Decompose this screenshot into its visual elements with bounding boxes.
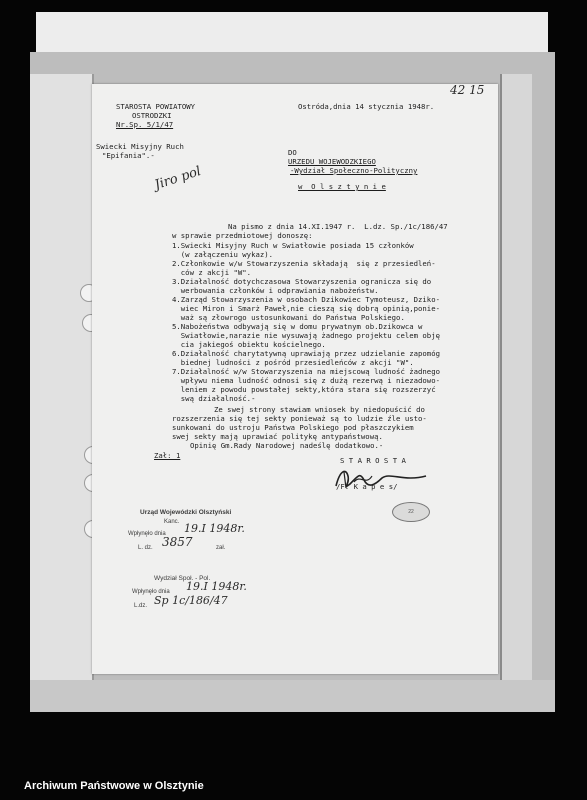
stamp1-received-date: 19.I 1948r.: [184, 522, 245, 535]
body-item-line: (w załączeniu wykaz).: [172, 250, 274, 259]
addressee-line-2: -Wydział Społeczno-Polityczny: [290, 166, 418, 175]
body-item-line: ców z akcji "W".: [172, 268, 252, 277]
body-intro-1: Na pismo z dnia 14.XI.1947 r. L.dz. Sp./1c/186/47: [228, 222, 448, 231]
document-sheet: [92, 84, 498, 674]
office-line-1: STAROSTA POWIATOWY: [116, 102, 196, 111]
body-item-line: cia jakiegoś obiektu kościelnego.: [172, 340, 326, 349]
stamp1-received-label: Wpłynęło dnia: [128, 531, 166, 537]
addressee-do: DO: [288, 148, 297, 157]
binder-bottom-edge: [30, 680, 555, 712]
subject-line-2: "Epifania".-: [102, 151, 155, 160]
body-item-line: wpływu niema ludność odnosi się z dużą rezerwą i niezadowo-: [172, 376, 440, 385]
body-item-line: 5.Nabożeństwa odbywają się w domu prywatnym ob.Dzikowca w: [172, 322, 423, 331]
stamp2-department: Wydział Społ. - Pol.: [154, 575, 211, 582]
stamp2-received-date: 19.I 1948r.: [186, 580, 247, 593]
archive-footer: [0, 772, 587, 800]
body-item-line: 1.Swiecki Misyjny Ruch w Swiatłowie posiada 15 członków: [172, 241, 414, 250]
stamp1-office: Urząd Wojewódzki Olsztyński: [140, 509, 232, 516]
top-page-strip: [36, 12, 548, 52]
enclosure-note: Zał: 1: [154, 451, 181, 460]
subject-line-1: Swiecki Misyjny Ruch: [96, 142, 184, 151]
body-item-line: werbowania członków i odprawiania nabożeństw.: [172, 286, 379, 295]
body-item-line: leniem z powodu powstałej sekty,która stara się rozszerzyć: [172, 385, 436, 394]
stamp2-ldz-label: L.dz.: [134, 603, 148, 609]
archive-name: Archiwum Państwowe w Olsztynie: [24, 780, 204, 792]
stamp1-ldz-value: 3857: [162, 535, 193, 549]
office-line-2: OSTRODZKI: [132, 111, 172, 120]
stamp1-kanc: Kanc.: [164, 519, 180, 525]
body-item-line: waż są złowrogo ustosunkowani do Państwa Polskiego.: [172, 313, 405, 322]
folio-number: 42 15: [450, 84, 485, 97]
body-item-line: 4.Zarząd Stowarzyszenia w osobach Dzikowiec Tymoteusz, Dziko-: [172, 295, 440, 304]
addressee-line-1: URZEDU WOJEWODZKIEGO: [288, 157, 376, 166]
addressee-line-3: w O l s z t y n i e: [298, 182, 386, 191]
signature-title: S T A R O S T A: [340, 456, 406, 465]
stamp2-received-label: Wpłynęło dnia: [132, 589, 170, 595]
body-item-line: 7.Działalność w/w Stowarzyszenia na miejscową ludność żadnego: [172, 367, 440, 376]
stamp2-ldz-value: Sp 1c/186/47: [154, 594, 228, 607]
binder-right-edge: [500, 74, 532, 694]
body-item-line: Swiatłowie,narazie nie wysuwają żadnego projektu celem obję: [172, 331, 440, 340]
body-item-line: 2.Członkowie w/w Stowarzyszenia składają się z przesiedleń-: [172, 259, 436, 268]
seal-text: 22: [408, 509, 414, 515]
body-item-line: 3.Działalność dotychczasowa Stowarzyszenia ogranicza się do: [172, 277, 432, 286]
stamp1-zal-label: zał.: [216, 545, 226, 551]
body-item-line: biednej ludności z pośród przesiedleńców z akcji "W".: [172, 358, 414, 367]
round-seal-icon: [392, 502, 430, 522]
closing-line: sunkowani do ustroju Państwa Polskiego pod płaszczykiem: [172, 423, 414, 432]
body-item-line: 6.Działalność charytatywną uprawiają przez udzielanie zapomóg: [172, 349, 440, 358]
body-intro-2: w sprawie przedmiotowej donoszę:: [172, 231, 313, 240]
stamp1-ldz-label: L. dz.: [138, 545, 153, 551]
binder-left-page: [30, 74, 94, 706]
closing-line: Opinię Gm.Rady Narodowej nadeślę dodatkowo.-: [190, 441, 384, 450]
closing-line: rozszerzenia się tej sekty ponieważ są to ludzie źle usto-: [172, 414, 427, 423]
handwritten-annotation: Jiro pol: [152, 163, 204, 194]
closing-line: Ze swej strony stawiam wniosek by niedopuścić do: [214, 405, 425, 414]
closing-line: swej sekty mają uprawiać politykę antypaństwową.: [172, 432, 383, 441]
body-item-line: wiec Miron i Smarż Paweł,nie cieszą się dobrą opinią,ponie-: [172, 304, 440, 313]
reference-number: Nr.Sp. 5/1/47: [116, 120, 174, 129]
body-item-line: swą działalność.-: [172, 394, 256, 403]
place-date: Ostróda,dnia 14 stycznia 1948r.: [298, 102, 435, 111]
signature-name: /F. K a p e s/: [336, 482, 398, 491]
